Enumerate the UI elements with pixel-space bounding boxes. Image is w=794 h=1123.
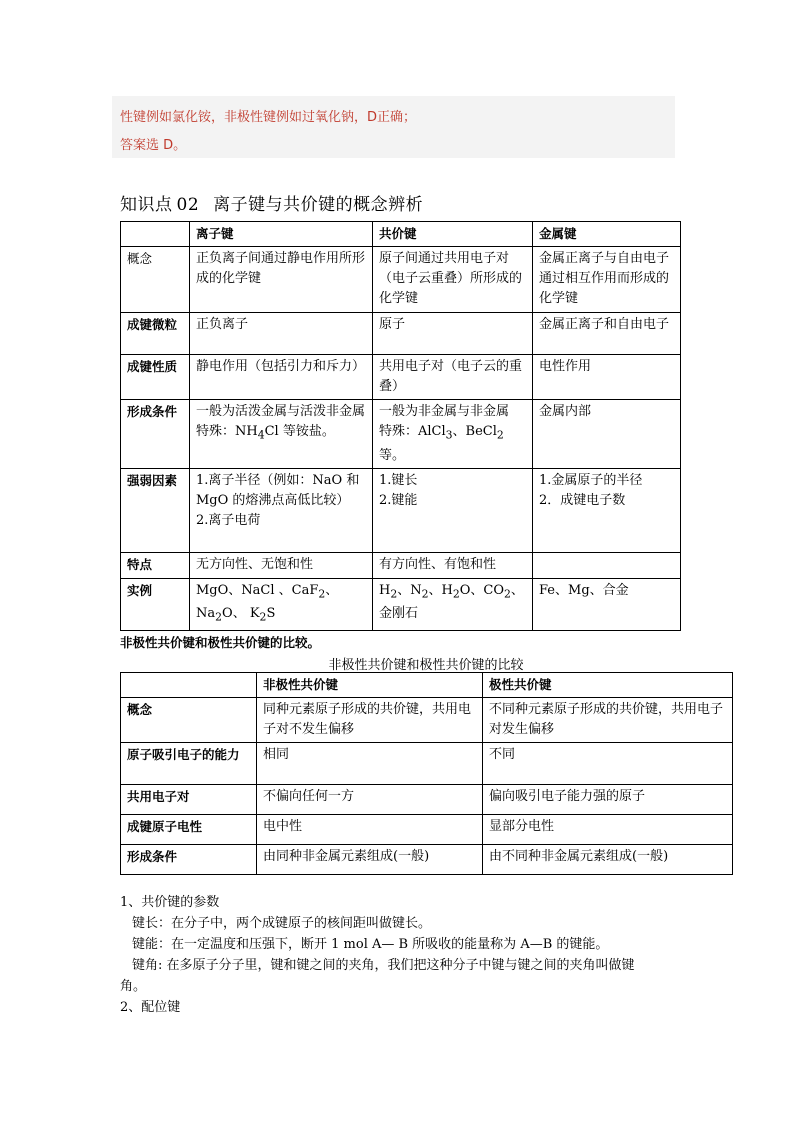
table-row — [121, 247, 681, 313]
row-label: 实例 — [121, 578, 190, 630]
table-cell: 由不同种非金属元素组成(一般) — [483, 845, 733, 875]
table-cell — [373, 578, 533, 630]
cell-line: $H_2$、$N_2$、$H_2O$、$CO_2$、 — [379, 582, 524, 601]
table-row — [121, 468, 681, 552]
note-line-2: 答案选 D。 — [120, 138, 187, 153]
table-cell: 有方向性、有饱和性 — [373, 552, 533, 578]
cell-line: 等。 — [379, 447, 406, 463]
row-label: 强弱因素 — [121, 468, 190, 552]
cell-line: 1.键长 — [379, 472, 418, 488]
paragraph-bond-energy: 键能：在一定温度和压强下，断开 1 mol A— B 所吸收的能量称为 A—B 的键能。 — [132, 937, 609, 952]
table-cell: 偏向吸引电子能力强的原子 — [483, 785, 733, 815]
table-cell: 正负离子间通过静电作用所形成的化学键 — [190, 247, 373, 313]
table-cell: 金属正离子与自由电子通过相互作用而形成的化学键 — [533, 247, 681, 313]
table-cell: 不同种元素原子形成的共价键，共用电子对发生偏移 — [483, 698, 733, 743]
cell-line: MgO、NaCl 、CaF$_2$、 — [196, 582, 339, 601]
row-label: 成键微粒 — [121, 313, 190, 355]
table-cell: 同种元素原子形成的共价键，共用电子对不发生偏移 — [257, 698, 483, 743]
cell-line: 一般为非金属与非金属 — [379, 404, 510, 419]
table-header-cell: 金属键 — [533, 222, 681, 247]
paragraph-bond-angle-end: 角。 — [120, 979, 147, 994]
table-cell: 金属内部 — [533, 400, 681, 469]
table-cell: 不同 — [483, 743, 733, 785]
section-number: 02 — [176, 195, 200, 215]
table-header-cell: 非极性共价键 — [257, 673, 483, 698]
table-row — [121, 698, 733, 743]
table-row — [121, 552, 681, 578]
table-row — [121, 578, 681, 630]
cell-line: 2.离子电荷 — [196, 512, 261, 528]
table-cell — [190, 400, 373, 469]
table-cell: 无方向性、无饱和性 — [190, 552, 373, 578]
cell-line: $Na_2O$、 $K_2S$ — [196, 606, 276, 624]
cell-line: 2.键能 — [379, 492, 418, 508]
table-cell: 显部分电性 — [483, 815, 733, 845]
table-header-cell — [121, 222, 190, 247]
section-prefix: 知识点 — [120, 195, 173, 215]
note-line-1: 性键例如氯化铵，非极性键例如过氧化钠，D正确； — [120, 110, 417, 125]
table-header-cell: 极性共价键 — [483, 673, 733, 698]
paragraph-bond-angle: 键角: 在多原子分子里，键和键之间的夹角，我们把这种分子中键与键之间的夹角叫做键 — [132, 958, 635, 973]
row-label: 特点 — [121, 552, 190, 578]
table-cell: 金属正离子和自由电子 — [533, 313, 681, 355]
row-label: 形成条件 — [121, 845, 257, 875]
table-cell — [373, 400, 533, 469]
table-cell: 正负离子 — [190, 313, 373, 355]
table-cell: 原子间通过共用电子对（电子云重叠）所形成的化学键 — [373, 247, 533, 313]
table-cell — [533, 552, 681, 578]
cell-line: 金刚石 — [379, 606, 419, 622]
bond-comparison-table — [120, 221, 681, 631]
cell-line: 1.离子半径（例如：NaO 和 MgO 的熔沸点高低比较） — [196, 472, 360, 508]
row-label: 共用电子对 — [121, 785, 257, 815]
row-label: 成键性质 — [121, 355, 190, 400]
table-row — [121, 845, 733, 875]
table-header-cell — [121, 673, 257, 698]
table-cell: 电中性 — [257, 815, 483, 845]
cell-line: 一般为活泼金属与活泼非金属 — [196, 404, 366, 419]
table-cell: 静电作用（包括引力和斥力） — [190, 355, 373, 400]
row-label: 概念 — [121, 247, 190, 313]
row-label: 成键原子电性 — [121, 815, 257, 845]
table-row — [121, 355, 681, 400]
table-cell — [373, 468, 533, 552]
table-header-cell: 共价键 — [373, 222, 533, 247]
table-row — [121, 313, 681, 355]
table-cell — [190, 578, 373, 630]
table-row — [121, 400, 681, 469]
table-row — [121, 743, 733, 785]
section-heading — [120, 190, 423, 215]
table-caption: 非极性共价键和极性共价键的比较 — [328, 658, 524, 673]
comparison-caption-bold: 非极性共价键和极性共价键的比较。 — [120, 635, 321, 650]
row-label: 概念 — [121, 698, 257, 743]
table-cell: Fe、Mg、合金 — [533, 578, 681, 630]
row-label: 原子吸引电子的能力 — [121, 743, 257, 785]
table-cell: 原子 — [373, 313, 533, 355]
table-cell — [533, 468, 681, 552]
table-cell: 电性作用 — [533, 355, 681, 400]
cell-line: 2．成键电子数 — [539, 492, 626, 508]
polarity-comparison-table — [120, 672, 733, 875]
table-row — [121, 785, 733, 815]
paragraph-bond-length: 键长：在分子中，两个成键原子的核间距叫做键长。 — [132, 916, 432, 931]
table-cell: 相同 — [257, 743, 483, 785]
table-cell: 由同种非金属元素组成(一般) — [257, 845, 483, 875]
answer-note-box — [112, 96, 675, 158]
table-cell: 共用电子对（电子云的重叠） — [373, 355, 533, 400]
paragraph-bond-parameters: 1、共价键的参数 — [120, 895, 220, 910]
table-header-cell: 离子键 — [190, 222, 373, 247]
table-cell: 不偏向任何一方 — [257, 785, 483, 815]
section-title: 离子键与共价键的概念辨析 — [213, 195, 424, 215]
cell-line: 特殊：$NH_4Cl$ 等铵盐。 — [196, 424, 335, 442]
cell-line: 1.金属原子的半径 — [539, 472, 643, 488]
paragraph-coordinate-bond: 2、配位键 — [120, 1000, 181, 1015]
row-label: 形成条件 — [121, 400, 190, 469]
table-cell — [190, 468, 373, 552]
cell-line: 特殊：AlCl$_3$、BeCl$_2$ — [379, 424, 504, 442]
table-row — [121, 815, 733, 845]
